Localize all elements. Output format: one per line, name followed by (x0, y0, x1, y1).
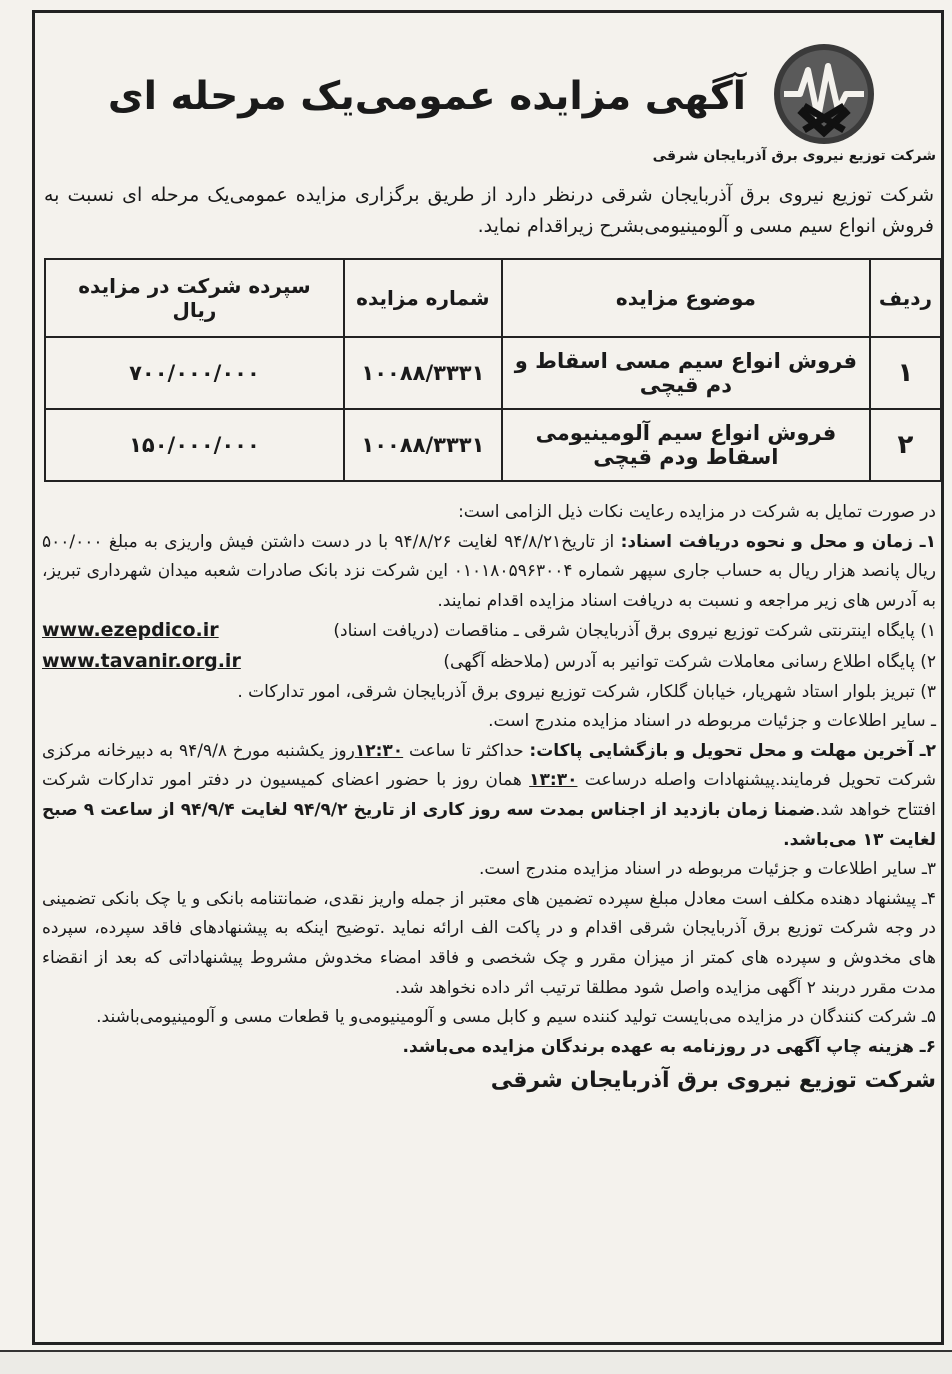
row-number: ۱ (870, 337, 941, 409)
site-3: ۳) تبریز بلوار استاد شهریار، خیابان گلکار، شرکت توزیع نیروی برق آذربایجان شرقی، امور تدارکات . (237, 681, 936, 702)
item-2-heading: ۲ـ آخرین مهلت و محل تحویل و بازگشایی پاکات: (529, 740, 936, 761)
item-3: ۳ـ سایر اطلاعات و جزئیات مربوطه در اسناد مزایده مندرج است. (478, 859, 936, 880)
item-2 (42, 737, 936, 855)
item-1-heading: ۱ـ زمان و محل و نحوه دریافت اسناد: (620, 531, 936, 552)
site-2 (42, 647, 936, 678)
item-5: ۵ـ شرکت کنندگان در مزایده می‌بایست تولید کننده سیم و کابل مسی و آلومینیومی‌و یا قطعات مسی و آلومینیومی‌باشند. (96, 1007, 936, 1028)
row-auction-number: ۱۰۰۸۸/۳۳۳۱ (344, 337, 502, 409)
item-2-text-c: همان روز با حضور اعضای کمیسیون در دفتر امور تدارکات شرکت افتتاح خواهد شد. (42, 770, 936, 820)
item-2-text-a: حداکثر تا ساعت (403, 740, 530, 761)
deadline-time: ۱۲:۳۰ (354, 740, 404, 761)
header-row-number: ردیف (870, 259, 941, 337)
item-6: ۶ـ هزینه چاپ آگهی در روزنامه به عهده برندگان مزایده می‌باشد. (402, 1036, 936, 1057)
table-row (45, 409, 941, 481)
row-number: ۲ (870, 409, 941, 481)
site-2-text: ۲) پایگاه اطلاع رسانی معاملات شرکت توانیر به آدرس (ملاحظه آگهی) (443, 651, 936, 672)
intro-paragraph: شرکت توزیع نیروی برق آذربایجان شرقی درنظر دارد از طریق برگزاری مزایده عمومی‌یک مرحله ای نسبت به فروش انواع سیم مسی و آلومینیومی‌بشرح زیراقدام نماید. (44, 184, 934, 237)
table-header-row (45, 259, 941, 337)
header-deposit: سپرده شرکت در مزایده ریال (45, 259, 344, 337)
header-subject: موضوع مزایده (502, 259, 870, 337)
ad-content (36, 14, 942, 1093)
ad-header (36, 14, 942, 164)
header-auction-number: شماره مزایده (344, 259, 502, 337)
opening-time: ۱۳:۳۰ (529, 770, 578, 791)
power-distribution-logo-icon (770, 40, 878, 148)
row-subject: فروش انواع سیم آلومینیومی اسقاط ودم قیچی (502, 409, 870, 481)
item-4: ۴ـ پیشنهاد دهنده مکلف است معادل مبلغ سپرده تضمین های معتبر از جمله واریز نقدی، ضمانتنامه بانکی و یا چک بانکی تضمینی در وجه شرکت توزیع برق آذربایجان شرقی اقدام و در پاکت الف ارائه نماید .توضیح اینکه به پیشنهادهای فاقد سپرده، سپرده های مخدوش و سپرده های کمتر از میزان مقرر و چک شخصی و فاقد امضاء مخدوش مشروط پیشنهاداتی که بعد از انقضاء مدت مقرر دربند ۲ آگهی مزایده واصل شود مطلقا ترتیب اثر داده نخواهد شد. (42, 888, 936, 998)
site-1 (42, 616, 936, 647)
table-row (45, 337, 941, 409)
other-info-1: ـ سایر اطلاعات و جزئیات مربوطه در اسناد مزایده مندرج است. (488, 711, 936, 732)
auction-table (44, 258, 942, 482)
row-auction-number: ۱۰۰۸۸/۳۳۳۱ (344, 409, 502, 481)
row-deposit: ۷۰۰/۰۰۰/۰۰۰ (45, 337, 344, 409)
item-2-text-b: روز یکشنبه مورخ ۹۴/۹/۸ به دبیرخانه مرکزی شرکت تحویل فرمایند.پیشنهادات واصله درساعت (42, 740, 936, 791)
site-2-link[interactable]: www.tavanir.org.ir (42, 649, 241, 672)
page-title: آگهی مزایده عمومی‌یک مرحله ای (107, 74, 746, 119)
bottom-strip (0, 1350, 952, 1374)
site-1-text: ۱) پایگاه اینترنتی شرکت توزیع نیروی برق آذربایجان شرقی ـ مناقصات (دریافت اسناد) (333, 621, 936, 642)
conditions-text (42, 498, 936, 1062)
site-1-link[interactable]: www.ezepdico.ir (42, 619, 219, 642)
item-2-visit-note: ضمنا زمان بازدید از اجناس بمدت سه روز کاری از تاریخ ۹۴/۹/۲ لغایت ۹۴/۹/۴ از ساعت ۹ صبح لغایت ۱۳ می‌باشد. (42, 799, 936, 850)
conditions-lead: در صورت تمایل به شرکت در مزایده رعایت نکات ذیل الزامی است: (458, 502, 936, 522)
signature: شرکت توزیع نیروی برق آذربایجان شرقی (490, 1068, 936, 1094)
row-subject: فروش انواع سیم مسی اسقاط و دم قیچی (502, 337, 870, 409)
row-deposit: ۱۵۰/۰۰۰/۰۰۰ (45, 409, 344, 481)
item-1-text: از تاریخ۹۴/۸/۲۱ لغایت ۹۴/۸/۲۶ با در دست داشتن فیش واریزی به مبلغ ۵۰۰/۰۰۰ ریال پانصد هزار ریال به حساب جاری سپهر شماره ۰۱۰۱۸۰۵۹۶۳۰۰۴ این شرکت نزد بانک صادرات شعبه میدان شهرداری تبریز، به آدرس های زیر مراجعه و نسبت به دریافت اسناد مزایده اقدام نمایند. (42, 531, 937, 611)
company-name-small: شرکت توزیع نیروی برق آذربایجان شرقی (652, 148, 936, 164)
item-1 (42, 528, 936, 617)
